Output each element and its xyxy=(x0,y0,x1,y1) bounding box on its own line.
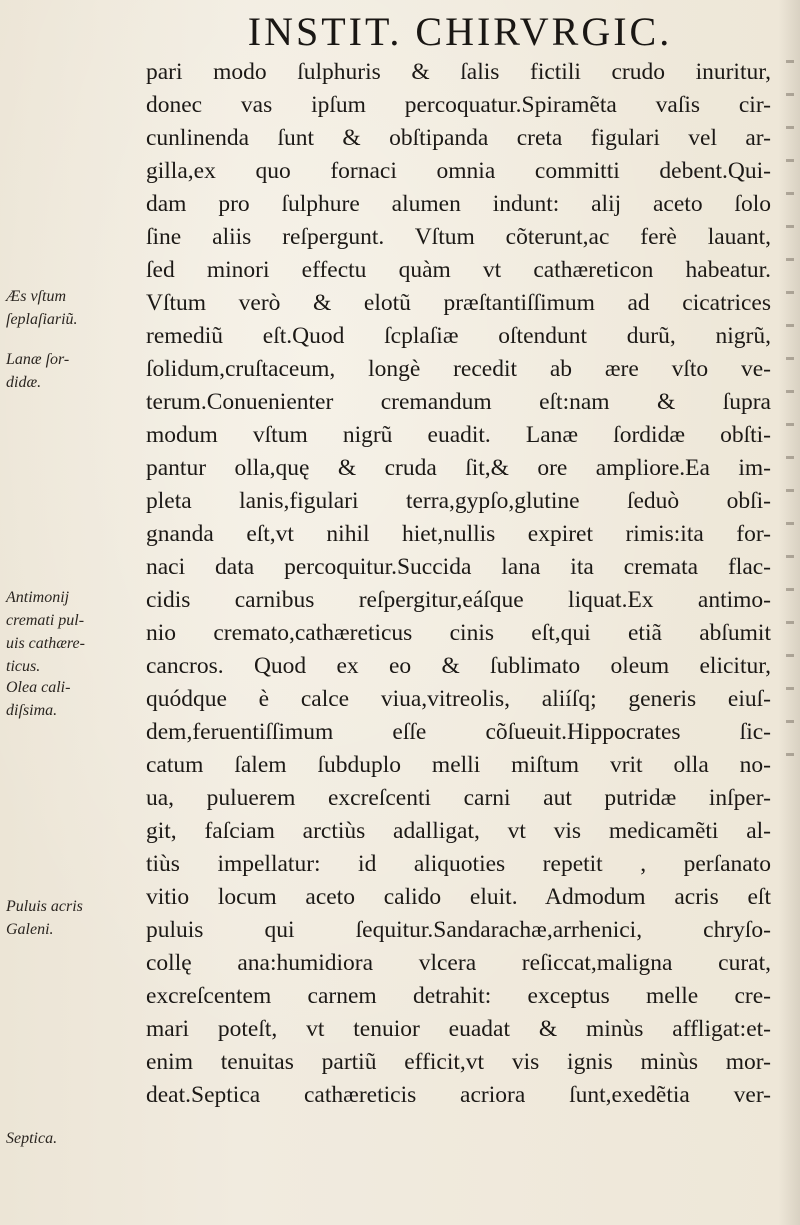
text-line: catum ſalem ſubduplo melli miſtum vrit olla no- xyxy=(146,752,771,778)
text-line: nio cremato,cathæreticus cinis eſt,qui etiã abſumit xyxy=(146,620,771,646)
text-line: dam pro ſulphure alumen indunt: alij aceto ſolo xyxy=(146,191,771,217)
text-line: mari poteſt, vt tenuior euadat & minùs affligat:et- xyxy=(146,1016,771,1042)
text-line: puluis qui ſequitur.Sandarachæ,arrhenici, chryſo- xyxy=(146,917,771,943)
margin-note-puluis-acris xyxy=(6,895,138,941)
text-line: pantur olla,quę & cruda ſit,& ore ampliore.Ea im- xyxy=(146,455,771,481)
text-line: naci data percoquitur.Succida lana ita cremata flac- xyxy=(146,554,771,580)
text-line: excreſcentem carnem detrahit: exceptus melle cre- xyxy=(146,983,771,1009)
text-line: cidis carnibus reſpergitur,eáſque liquat.Ex antimo- xyxy=(146,587,771,613)
running-title: INSTIT. CHIRVRGIC. xyxy=(247,9,673,54)
text-line: remediũ eſt.Quod ſcplaſiæ oſtendunt durũ, nigrũ, xyxy=(146,323,771,349)
margin-note-lanae-sordidae xyxy=(6,348,138,394)
margin-note-line: Galeni. xyxy=(6,921,54,938)
margin-note-line: cremati pul- xyxy=(6,612,85,629)
margin-note-line: Septica. xyxy=(6,1130,58,1147)
text-line: Vſtum verò & elotũ præſtantiſſimum ad cicatrices xyxy=(146,290,771,316)
text-line: vitio locum aceto calido eluit. Admodum acris eſt xyxy=(146,884,771,910)
text-line: git, faſciam arctiùs adalligat, vt vis medicamẽti al- xyxy=(146,818,771,844)
text-line: modum vſtum nigrũ euadit. Lanæ ſordidæ obſti- xyxy=(146,422,771,448)
text-line: collę ana:humidiora vlcera reſiccat,maligna curat, xyxy=(146,950,771,976)
text-line: pleta lanis,figulari terra,gypſo,glutine ſeduò obſi- xyxy=(146,488,771,514)
margin-note-olea-calidissima xyxy=(6,676,138,722)
text-line: ſolidum,cruſtaceum, longè recedit ab ære vſto ve- xyxy=(146,356,771,382)
text-line: cunlinenda ſunt & obſtipanda creta figulari vel ar- xyxy=(146,125,771,151)
text-line: gnanda eſt,vt nihil hiet,nullis expiret rimis:ita for- xyxy=(146,521,771,547)
margin-note-line: Puluis acris xyxy=(6,898,83,915)
text-line: cancros. Quod ex eo & ſublimato oleum elicitur, xyxy=(146,653,771,679)
margin-note-antimonii xyxy=(6,586,138,678)
text-line: ſed minori effectu quàm vt cathæreticon habeatur. xyxy=(146,257,771,283)
page-edge-marks xyxy=(786,60,794,760)
margin-note-line: uis cathære- xyxy=(6,635,85,652)
text-line: dem,feruentiſſimum eſſe cõſueuit.Hippocrates ſic- xyxy=(146,719,771,745)
margin-note-line: Antimonij xyxy=(6,589,70,606)
margin-note-line: diſsima. xyxy=(6,702,58,719)
text-line: enim tenuitas partiũ efficit,vt vis ignis minùs mor- xyxy=(146,1049,771,1075)
text-line: terum.Conuenienter cremandum eſt:nam & ſupra xyxy=(146,389,771,415)
text-line: gilla,ex quo fornaci omnia committi debent.Qui- xyxy=(146,158,771,184)
body-text xyxy=(146,56,771,1112)
margin-note-septica xyxy=(6,1127,138,1150)
margin-note-line: Olea cali- xyxy=(6,679,71,696)
text-line: quódque è calce viua,vitreolis, aliíſq; generis eiuſ- xyxy=(146,686,771,712)
text-line: ua, puluerem excreſcenti carni aut putridæ inſper- xyxy=(146,785,771,811)
text-line: donec vas ipſum percoquatur.Spiramẽta vaſis cir- xyxy=(146,92,771,118)
margin-note-line: ſeplaſiariũ. xyxy=(6,311,78,328)
margin-note-line: ticus. xyxy=(6,658,41,675)
text-line: ſine aliis reſpergunt. Vſtum cõterunt,ac ferè lauant, xyxy=(146,224,771,250)
margin-note-aes-ustum xyxy=(6,285,138,331)
text-line: tiùs impellatur: id aliquoties repetit , perſanato xyxy=(146,851,771,877)
margin-note-line: didæ. xyxy=(6,374,42,391)
text-line: deat.Septica cathæreticis acriora ſunt,exedẽtia ver- xyxy=(146,1082,771,1108)
margin-notes xyxy=(0,0,140,1225)
text-line: pari modo ſulphuris & ſalis fictili crudo inuritur, xyxy=(146,59,771,85)
margin-note-line: Æs vſtum xyxy=(6,288,66,305)
margin-note-line: Lanæ ſor- xyxy=(6,351,70,368)
